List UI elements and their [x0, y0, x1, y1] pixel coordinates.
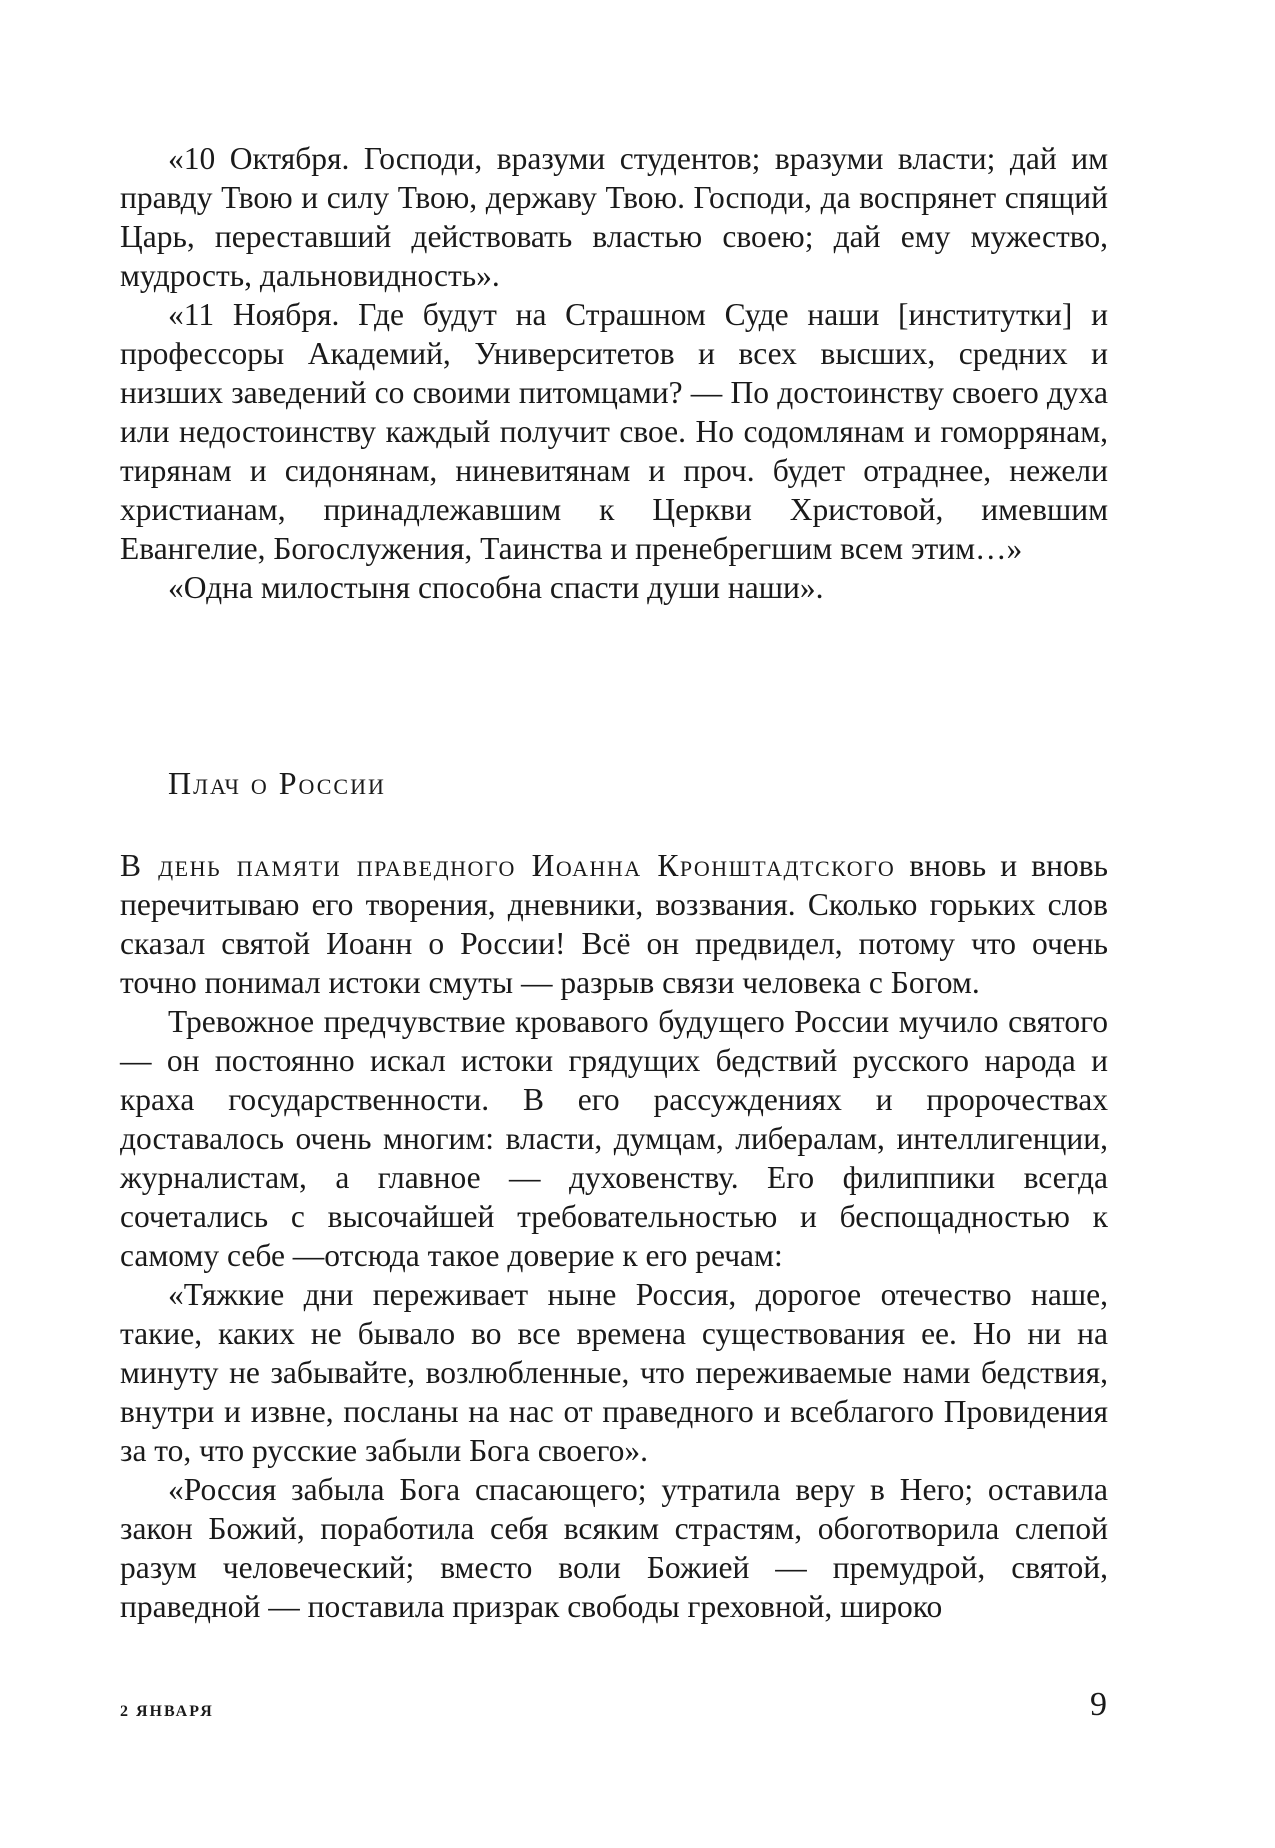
- diary-entry-november: «11 Ноября. Где будут на Страшном Суде наши [институтки] и профессоры Академий, Университетов и всех высших, средних и низших заведений со своими питомцами? — По достоинству своего духа или недостоинству каждый получит свое. Но содомлянам и гоморрянам, тирянам и сидонянам, ниневитянам и проч. будет отраднее, нежели христианам, принадлежавшим к Церкви Христовой, имевшим Евангелие, Богослужения, Таинства и пренебрегшим всем этим…»: [120, 297, 1108, 566]
- page-number: 9: [1090, 1686, 1107, 1723]
- lead-paragraph: [120, 846, 1108, 1002]
- lead-small-caps: В день памяти праведного Иоанна Кронштадтского: [120, 848, 896, 883]
- section-text-block: [120, 846, 1108, 1626]
- diary-entry-october: «10 Октября. Господи, вразуми студентов; вразуми власти; дай им правду Твою и силу Твою, державу Твою. Господи, да воспрянет спящий Царь, переставший действовать властью своею; дай ему мужество, мудрость, дальновидность».: [120, 141, 1108, 293]
- running-head: 2 ЯНВАРЯ: [120, 1703, 214, 1720]
- paragraph-premonition: Тревожное предчувствие кровавого будущего России мучило святого — он постоянно искал истоки грядущих бедствий русского народа и краха государственности. В его рассуждениях и пророчествах доставалось очень многим: власти, думцам, либералам, интеллигенции, журналистам, а главное — духовенству. Его филиппики всегда сочетались с высочайшей требовательностью и беспощадностью к самому себе —отсюда такое доверие к его речам:: [120, 1004, 1108, 1273]
- quote-alms: «Одна милостыня способна спасти души наши».: [168, 570, 824, 605]
- top-text-block: [120, 139, 1108, 607]
- section-heading: Плач о России: [168, 765, 386, 801]
- lead-paragraph-text: вновь и вновь перечитываю его творения, дневники, воззвания. Сколько горьких слов сказал святой Иоанн о России! Всё он предвидел, потому что очень точно понимал истоки смуты — разрыв связи человека с Богом.: [120, 848, 1108, 1000]
- quote-hard-days: «Тяжкие дни переживает ныне Россия, дорогое отечество наше, такие, каких не бывало во все времена существования ее. Но ни на минуту не забывайте, возлюбленные, что переживаемые нами бедствия, внутри и извне, посланы на нас от праведного и всеблагого Провидения за то, что русские забыли Бога своего».: [120, 1277, 1108, 1468]
- quote-russia-forgot-god: «Россия забыла Бога спасающего; утратила веру в Него; оставила закон Божий, поработила себя всяким страстям, обоготворила слепой разум человеческий; вместо воли Божией — премудрой, святой, праведной — поставила призрак свободы греховной, широко: [120, 1472, 1108, 1624]
